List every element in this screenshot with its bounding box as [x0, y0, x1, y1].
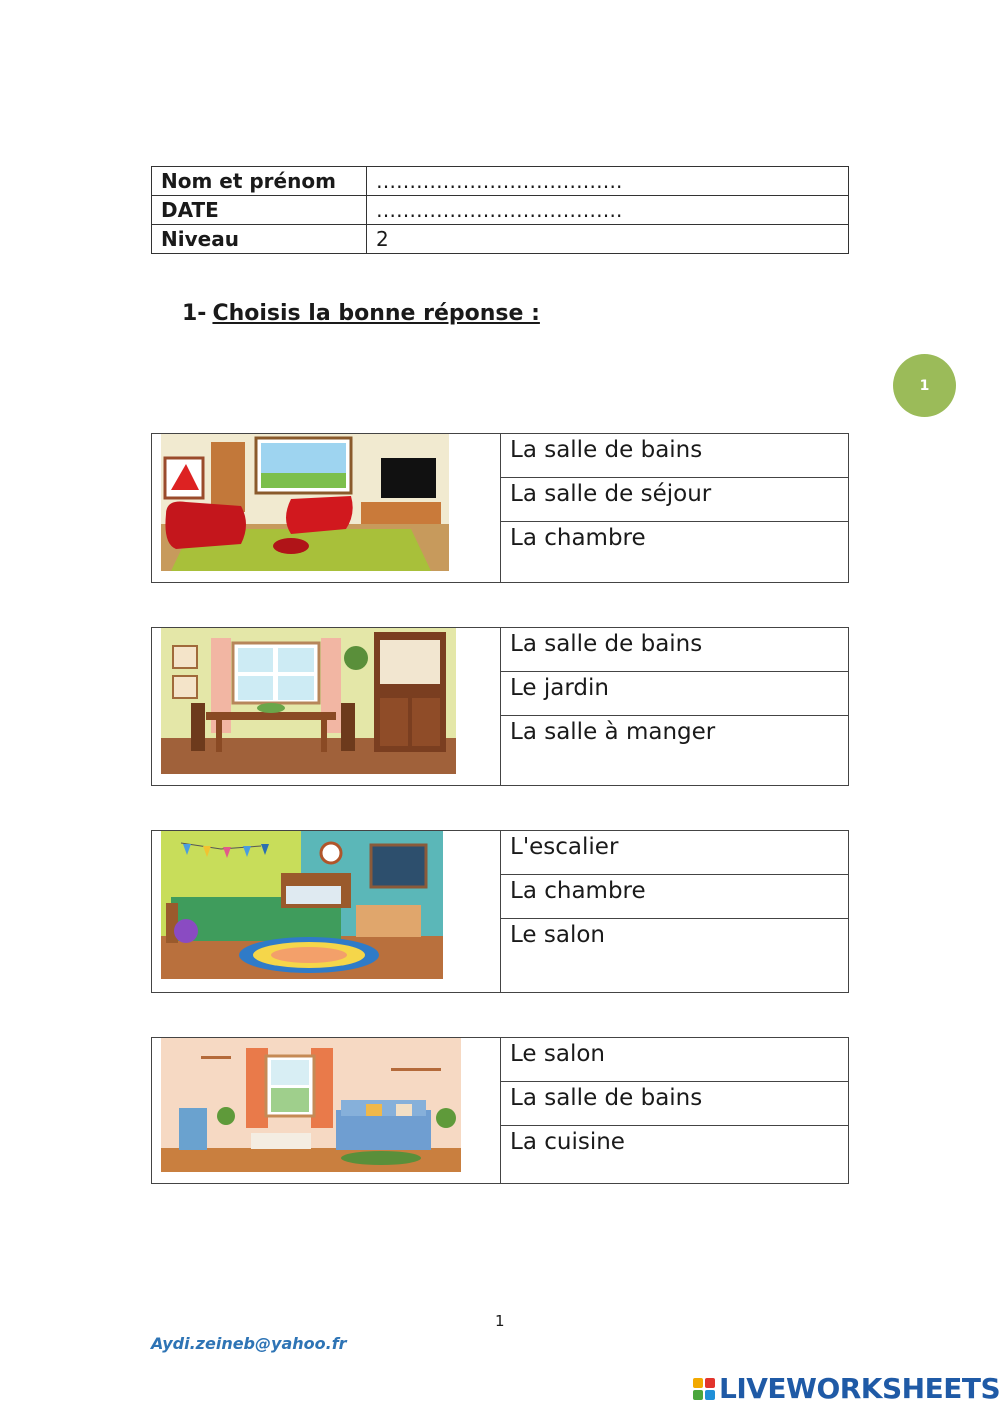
- info-label: Niveau: [152, 225, 367, 254]
- option[interactable]: La salle de bains: [501, 628, 848, 672]
- question-heading: [182, 301, 540, 326]
- living-room-blue-sofa-illustration: [161, 1038, 461, 1172]
- question-number: 1-: [182, 301, 207, 326]
- option[interactable]: La cuisine: [510, 1129, 625, 1155]
- option[interactable]: La chambre: [510, 525, 646, 551]
- option[interactable]: L'escalier: [501, 831, 848, 875]
- room-image-kids-bedroom: [152, 831, 501, 992]
- info-row-date: [152, 196, 849, 225]
- room-image-living-room-blue-sofa: [152, 1038, 501, 1183]
- option[interactable]: La salle de séjour: [501, 478, 848, 522]
- options-list: [501, 831, 848, 992]
- options-list: [501, 628, 848, 785]
- room-image-dining-room: [152, 628, 501, 785]
- room-image-living-room-red-sofa: [152, 434, 501, 582]
- option[interactable]: La salle de bains: [501, 1082, 848, 1126]
- date-field[interactable]: ……………………………….: [367, 196, 849, 225]
- living-room-illustration: [161, 434, 449, 571]
- exercise-4: [151, 1037, 849, 1184]
- page-badge: 1: [893, 354, 956, 417]
- option[interactable]: Le salon: [501, 1038, 848, 1082]
- info-label: DATE: [152, 196, 367, 225]
- info-row-level: [152, 225, 849, 254]
- info-label: Nom et prénom: [152, 167, 367, 196]
- liveworksheets-logo-icon: [693, 1378, 715, 1400]
- options-list: [501, 1038, 848, 1183]
- option[interactable]: La salle de bains: [501, 434, 848, 478]
- dining-room-illustration: [161, 628, 456, 774]
- option[interactable]: Le salon: [510, 922, 605, 948]
- liveworksheets-brand: [693, 1372, 1000, 1405]
- name-field[interactable]: ……………………………….: [367, 167, 849, 196]
- option[interactable]: La chambre: [501, 875, 848, 919]
- options-list: [501, 434, 848, 582]
- exercise-1: [151, 433, 849, 583]
- info-row-name: [152, 167, 849, 196]
- question-text: Choisis la bonne réponse :: [212, 301, 540, 326]
- option[interactable]: La salle à manger: [510, 719, 716, 745]
- student-info-table: [151, 166, 849, 254]
- option[interactable]: Le jardin: [501, 672, 848, 716]
- page-number: 1: [495, 1312, 505, 1330]
- author-email: Aydi.zeineb@yahoo.fr: [151, 1334, 347, 1353]
- level-value: 2: [367, 225, 849, 254]
- exercise-3: [151, 830, 849, 993]
- kids-bedroom-illustration: [161, 831, 443, 979]
- brand-name: LIVEWORKSHEETS: [719, 1372, 1000, 1405]
- exercise-2: [151, 627, 849, 786]
